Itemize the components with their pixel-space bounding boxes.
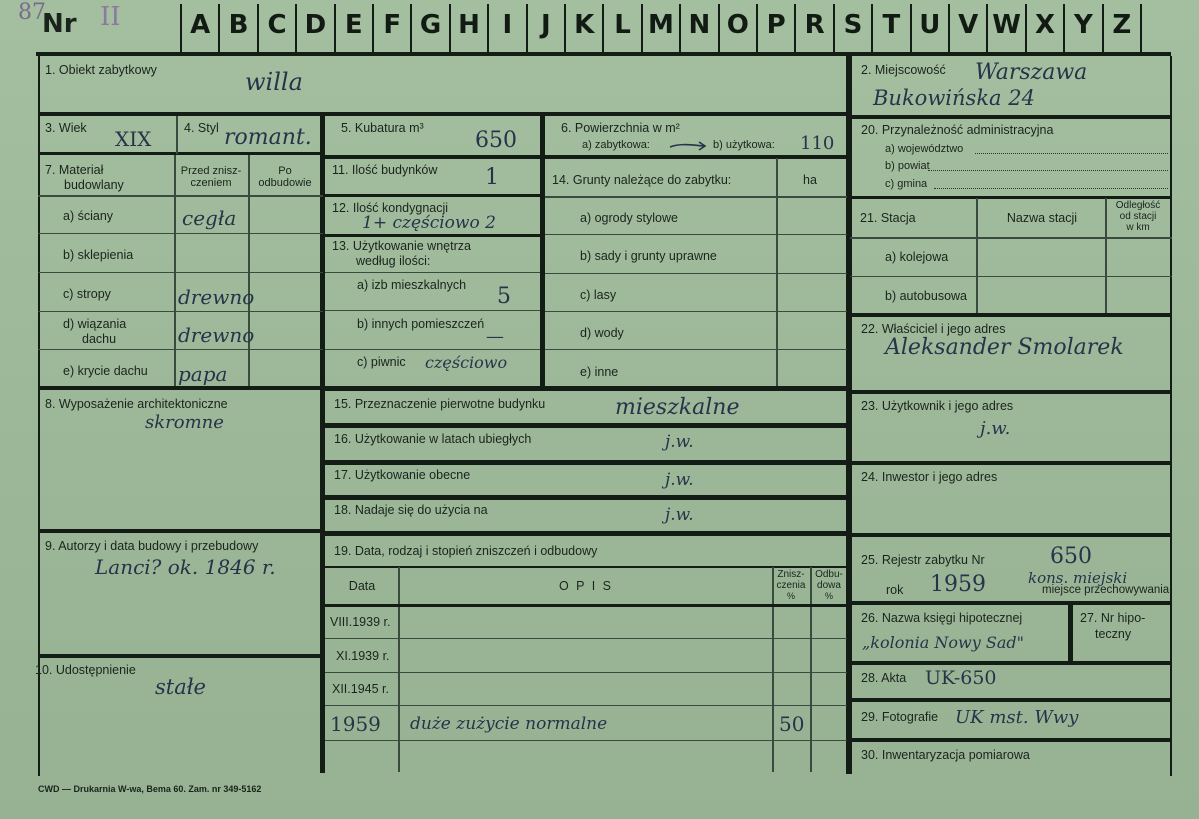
- f7-row-d-value: drewno: [178, 323, 255, 347]
- f21-head-rule: [850, 237, 1172, 239]
- letter-cell-r: R: [804, 10, 825, 40]
- middle-row-rule: [325, 495, 847, 500]
- middle-row-rule: [325, 531, 847, 536]
- f25-label: 25. Rejestr zabytku Nr: [861, 553, 985, 567]
- f12-bottom-rule: [325, 234, 540, 237]
- letter-divider: [1025, 4, 1027, 52]
- f13-b-rule: [325, 310, 540, 311]
- f20-label: 20. Przynależność administracyjna: [861, 123, 1054, 137]
- f7-col-divider-1: [174, 155, 176, 387]
- f3-value: XIX: [115, 127, 152, 151]
- f14-row-rule: [545, 273, 847, 274]
- f20-a-dots: [975, 153, 1168, 154]
- f13-c-rule: [325, 349, 540, 350]
- f13-bottom-rule: [325, 386, 847, 391]
- f29-bottom-rule: [850, 738, 1172, 742]
- f14-row-e: e) inne: [580, 365, 619, 379]
- f29-label: 29. Fotografie: [861, 710, 939, 724]
- f7-row-d-label2: dachu: [82, 332, 117, 346]
- f4-value: romant.: [224, 125, 312, 150]
- f8-bottom-rule: [38, 529, 323, 533]
- letter-divider: [372, 4, 374, 52]
- f8-value: skromne: [145, 412, 224, 433]
- letter-cell-w: W: [992, 10, 1021, 40]
- letter-divider: [334, 4, 336, 52]
- f21-col-dist-1: Odległość: [1115, 200, 1161, 211]
- letter-cell-z: Z: [1112, 10, 1132, 40]
- letter-divider: [871, 4, 873, 52]
- f13-b-value: —: [486, 326, 504, 347]
- f7-col-after-2: odbudowie: [258, 177, 312, 189]
- f13-c-value: częściowo: [425, 353, 508, 372]
- f22-label: 22. Właściciel i jego adres: [861, 322, 1006, 336]
- f13-label1: 13. Użytkowanie wnętrza: [332, 239, 471, 253]
- f21-row-rule: [850, 276, 1172, 277]
- letter-cell-e: E: [344, 10, 363, 40]
- f26-f27-divider: [1068, 604, 1073, 664]
- f19-date-divider: [398, 567, 400, 772]
- f19-col-opis: O P I S: [558, 579, 614, 593]
- f11-bottom-rule: [325, 194, 540, 197]
- letter-cell-v: V: [958, 10, 979, 40]
- f18-label: 18. Nadaje się do użycia na: [334, 503, 488, 517]
- f9-label: 9. Autorzy i data budowy i przebudowy: [45, 539, 259, 553]
- f3-f4-divider: [176, 116, 178, 154]
- f19-col-od-1: Odbu-: [815, 569, 843, 580]
- f13-label2: według ilości:: [356, 254, 431, 268]
- f21-label: 21. Stacja: [860, 211, 916, 225]
- letter-cell-l: L: [614, 10, 631, 40]
- f19-col-zn-2: czenia: [776, 580, 806, 591]
- f26-label: 26. Nazwa księgi hipotecznej: [861, 611, 1023, 625]
- f7-row-a-value: cegła: [182, 206, 237, 230]
- f9-value: Lanci? ok. 1846 r.: [95, 555, 276, 579]
- f14-head-rule: [545, 196, 847, 198]
- letter-divider: [487, 4, 489, 52]
- f6-sub-b: b) użytkowa:: [713, 139, 775, 151]
- f14-row-b: b) sady i grunty uprawne: [580, 249, 717, 263]
- f20-c-dots: [934, 188, 1168, 189]
- f12-value: 1+ częściowo 2: [362, 213, 496, 233]
- f19-col-zn-1: Znisz-: [777, 569, 805, 580]
- left-middle-border: [320, 115, 325, 773]
- f25-bottom-rule: [850, 601, 1172, 605]
- middle-row-rule: [325, 423, 847, 428]
- f21-row-a: a) kolejowa: [885, 250, 949, 264]
- f13-a-value: 5: [497, 284, 511, 309]
- letter-cell-h: H: [458, 10, 480, 40]
- f19-row-4-opis: duże zużycie normalne: [410, 714, 608, 734]
- f13-a-label: a) izb mieszkalnych: [357, 278, 467, 292]
- f18-value: j.w.: [665, 505, 694, 525]
- f19-row-4-date: 1959: [330, 712, 381, 736]
- f19-cols-rule: [325, 604, 847, 607]
- right-border: [1170, 56, 1172, 776]
- f26-value: „kolonia Nowy Sad": [862, 633, 1024, 652]
- f7-row-d-label1: d) wiązania: [63, 317, 127, 331]
- f6-value-b: 110: [800, 133, 835, 154]
- letter-cell-b: B: [228, 10, 249, 40]
- f20-b: b) powiat: [885, 160, 930, 172]
- f19-row-rule: [325, 638, 847, 639]
- f7-col-before-1: Przed znisz-: [180, 165, 242, 177]
- f19-col-zn-3: %: [786, 591, 795, 601]
- letter-cell-p: P: [766, 10, 786, 40]
- f19-row-1-date: VIII.1939 r.: [330, 615, 391, 629]
- f19-col-od-3: %: [824, 591, 833, 601]
- f21-col-name: Nazwa stacji: [1006, 211, 1078, 225]
- letter-divider: [910, 4, 912, 52]
- f17-value: j.w.: [665, 470, 694, 490]
- f25-place-value: kons. miejski: [1028, 569, 1128, 587]
- f10-label: 10. Udostępnienie: [35, 663, 136, 677]
- arrow-icon: [668, 138, 708, 148]
- f20-a: a) województwo: [885, 143, 964, 155]
- letter-cell-x: X: [1034, 10, 1056, 40]
- letter-divider: [564, 4, 566, 52]
- printer-footer: CWD — Drukarnia W-wa, Bema 60. Zam. nr 349-5162: [38, 784, 262, 794]
- f19-row-rule: [325, 672, 847, 673]
- f19-row-2-date: XI.1939 r.: [336, 649, 390, 663]
- f20-c: c) gmina: [885, 178, 928, 190]
- letter-divider: [986, 4, 988, 52]
- f7-label2: budowlany: [64, 178, 124, 192]
- letter-divider: [1140, 4, 1142, 52]
- f28-bottom-rule: [850, 698, 1172, 702]
- middle-right-border: [846, 56, 852, 774]
- f26-bottom-rule: [850, 661, 1172, 665]
- letter-divider: [295, 4, 297, 52]
- f13-c-label: c) piwnic: [357, 355, 406, 369]
- letter-divider: [756, 4, 758, 52]
- f16-value: j.w.: [665, 432, 694, 452]
- f24-bottom-rule: [850, 533, 1172, 537]
- f6-sub-a: a) zabytkowa:: [582, 139, 650, 151]
- f23-value: j.w.: [980, 418, 1011, 439]
- f7-col-after-1: Po: [278, 165, 292, 177]
- f17-label: 17. Użytkowanie obecne: [334, 468, 471, 482]
- f2-value-line2: Bukowińska 24: [873, 86, 1035, 110]
- f22-value: Aleksander Smolarek: [885, 335, 1124, 360]
- f16-label: 16. Użytkowanie w latach ubiegłych: [334, 432, 532, 446]
- f7-col-divider-2: [248, 155, 250, 387]
- f22-bottom-rule: [850, 390, 1172, 394]
- f28-value: UK-650: [925, 667, 997, 689]
- letter-cell-c: C: [267, 10, 287, 40]
- f14-row-c: c) lasy: [580, 288, 617, 302]
- roman-mark: II: [100, 2, 121, 32]
- letter-cell-i: I: [502, 10, 513, 40]
- f7-row-e-label: e) krycie dachu: [63, 364, 148, 378]
- letter-cell-s: S: [843, 10, 863, 40]
- f2-label: 2. Miejscowość: [861, 63, 946, 77]
- f7-bottom-rule: [38, 386, 323, 390]
- letter-cell-g: G: [419, 10, 442, 40]
- f19-row-4-zn: 50: [779, 712, 805, 736]
- f20-b-dots: [928, 170, 1168, 171]
- f5-label: 5. Kubatura m³: [341, 121, 424, 135]
- f30-label: 30. Inwentaryzacja pomiarowa: [861, 748, 1030, 762]
- letter-cell-f: F: [383, 10, 402, 40]
- f7-row-e-value: papa: [178, 362, 228, 386]
- letter-cell-t: T: [882, 10, 901, 40]
- f21-bottom-rule: [850, 313, 1172, 317]
- f15-value: mieszkalne: [615, 395, 740, 420]
- f7-row-rule: [38, 233, 323, 234]
- letter-divider: [1102, 4, 1104, 52]
- f10-value: stałe: [155, 675, 206, 699]
- f7-col-before-2: czeniem: [190, 177, 232, 189]
- letter-cell-y: Y: [1073, 10, 1093, 40]
- f7-head-rule: [38, 195, 323, 197]
- f19-row-rule: [325, 740, 847, 741]
- f25-rok-label: rok: [886, 583, 904, 597]
- f29-value: UK mst. Wwy: [955, 707, 1079, 728]
- f3-label: 3. Wiek: [45, 121, 87, 135]
- letter-divider: [180, 4, 182, 52]
- f19-label: 19. Data, rodzaj i stopień zniszczeń i odbudowy: [334, 544, 598, 558]
- f12-label: 12. Ilość kondygnacji: [332, 201, 449, 215]
- f19-head-rule: [325, 566, 847, 568]
- f14-label: 14. Grunty należące do zabytku:: [552, 173, 732, 187]
- f24-label: 24. Inwestor i jego adres: [861, 470, 998, 484]
- f15-label: 15. Przeznaczenie pierwotne budynku: [334, 397, 546, 411]
- f14-row-rule: [545, 234, 847, 235]
- f7-label: 7. Materiał: [45, 163, 104, 177]
- f7-row-b-label: b) sklepienia: [63, 248, 134, 262]
- nr-label: Nr: [42, 9, 77, 39]
- letter-divider: [449, 4, 451, 52]
- f2-rule: [850, 115, 1172, 119]
- f7-row-a-label: a) ściany: [63, 209, 114, 223]
- f2-value-line1: Warszawa: [975, 60, 1088, 85]
- f27-label2: teczny: [1095, 627, 1132, 641]
- f27-label1: 27. Nr hipo-: [1080, 611, 1146, 625]
- f3-rule: [38, 152, 323, 155]
- f4-label: 4. Styl: [184, 121, 219, 135]
- f14-unit: ha: [803, 173, 817, 187]
- letter-divider: [410, 4, 412, 52]
- letter-divider: [794, 4, 796, 52]
- f14-row-a: a) ogrody stylowe: [580, 211, 678, 225]
- f6-label: 6. Powierzchnia w m²: [561, 121, 680, 135]
- f25-rok-value: 1959: [930, 572, 986, 597]
- letter-divider: [833, 4, 835, 52]
- letter-cell-n: N: [688, 10, 711, 40]
- f25-place-label: miejsce przechowywania: [1042, 584, 1170, 596]
- f14-row-d: d) wody: [580, 326, 624, 340]
- f23-label: 23. Użytkownik i jego adres: [861, 399, 1014, 413]
- f7-row-rule: [38, 272, 323, 273]
- letter-cell-j: J: [540, 10, 551, 40]
- letter-divider: [257, 4, 259, 52]
- letter-divider: [641, 4, 643, 52]
- f23-bottom-rule: [850, 461, 1172, 465]
- f19-col-od-2: dowa: [817, 580, 841, 591]
- middle-row-rule: [325, 460, 847, 465]
- letter-cell-u: U: [919, 10, 941, 40]
- f7-row-c-label: c) stropy: [63, 287, 111, 301]
- letter-divider: [602, 4, 604, 52]
- f11-label: 11. Ilość budynków: [332, 163, 438, 177]
- letter-divider: [526, 4, 528, 52]
- letter-divider: [218, 4, 220, 52]
- f11-value: 1: [485, 165, 499, 190]
- f21-col-dist-3: w km: [1126, 222, 1150, 233]
- f14-row-rule: [545, 349, 847, 350]
- f8-label: 8. Wyposażenie architektoniczne: [45, 397, 228, 411]
- f21-row-b: b) autobusowa: [885, 289, 968, 303]
- f13-b-label: b) innych pomieszczeń: [357, 317, 485, 331]
- f19-row-3-date: XII.1945 r.: [332, 682, 389, 696]
- letter-divider: [948, 4, 950, 52]
- f5-bottom-rule: [325, 155, 847, 159]
- f1-label: 1. Obiekt zabytkowy: [45, 63, 157, 77]
- f14-row-rule: [545, 311, 847, 312]
- letter-divider: [718, 4, 720, 52]
- f9-bottom-rule: [38, 654, 323, 658]
- corner-mark: 87: [18, 0, 46, 25]
- f28-label: 28. Akta: [861, 671, 907, 685]
- f7-row-c-value: drewno: [178, 285, 255, 309]
- f19-col-date: Data: [348, 579, 376, 593]
- f20-bottom-rule: [850, 196, 1172, 199]
- f1-value: willa: [245, 68, 303, 96]
- letter-cell-d: D: [304, 10, 327, 40]
- f19-row-rule: [325, 705, 847, 706]
- f21-col-dist-2: od stacji: [1119, 211, 1157, 222]
- f7-row-rule: [38, 311, 323, 312]
- header-rule: [36, 52, 1171, 56]
- letter-cell-o: O: [726, 10, 749, 40]
- f25-value: 650: [1050, 544, 1092, 569]
- f13-a-rule: [325, 272, 540, 273]
- letter-cell-a: A: [190, 10, 211, 40]
- row1-rule: [38, 112, 848, 116]
- letter-divider: [679, 4, 681, 52]
- letter-divider: [1063, 4, 1065, 52]
- f7-row-rule: [38, 349, 323, 350]
- letter-cell-k: K: [574, 10, 595, 40]
- f5-value: 650: [475, 128, 517, 153]
- letter-cell-m: M: [648, 10, 674, 40]
